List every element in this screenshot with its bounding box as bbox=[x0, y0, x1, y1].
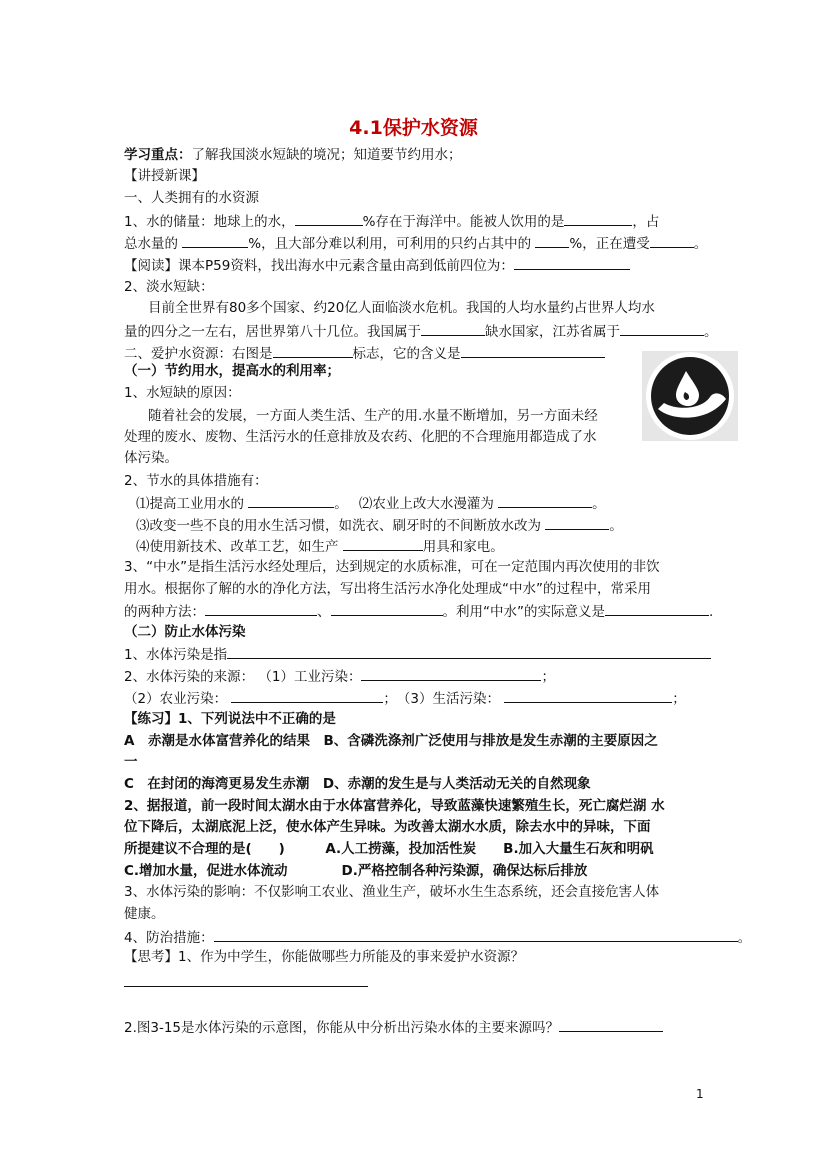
water-drop-icon bbox=[642, 351, 738, 441]
text: C.增加水量，促进水体流动 bbox=[124, 863, 288, 879]
shortage-para-1: 目前全世界有80多个国家、约20亿人面临淡水危机。我国的人均水量约占世界人均水 bbox=[148, 300, 655, 316]
blank[interactable] bbox=[498, 493, 592, 508]
text: 所提建议不合理的是( bbox=[124, 841, 252, 857]
blank[interactable] bbox=[605, 601, 709, 616]
focus-label: 学习重点： bbox=[124, 147, 192, 163]
text: %存在于海洋中。能被人饮用的是 bbox=[362, 214, 565, 230]
blank[interactable] bbox=[295, 211, 363, 226]
text: 【阅读】课本P59资料，找出海水中元素含量由高到低前四位为： bbox=[124, 258, 514, 274]
exercise-2-line-2: 位下降后，太湖底泥上泛，使水体产生异味。为改善太湖水水质，除去水中的异味，下面 bbox=[124, 819, 651, 835]
blank[interactable] bbox=[205, 601, 317, 616]
text: 用具和家电。 bbox=[422, 539, 504, 555]
effects-line-2: 健康。 bbox=[124, 906, 165, 922]
blank[interactable] bbox=[650, 233, 694, 248]
blank[interactable] bbox=[182, 233, 248, 248]
text: ； bbox=[541, 669, 555, 685]
focus-line bbox=[124, 146, 462, 164]
text: ⑵农业上改大水漫灌为 bbox=[358, 496, 494, 512]
text: 。 bbox=[693, 236, 708, 252]
measures-heading: 2、节水的具体措施有： bbox=[124, 473, 268, 489]
blank[interactable] bbox=[214, 927, 738, 942]
text: （3）生活污染： bbox=[403, 691, 500, 707]
cause-line-2: 处理的废水、废物、生活污水的任意排放及农药、化肥的不合理施用都造成了水 bbox=[124, 429, 597, 445]
text: %，正在遭受 bbox=[569, 236, 650, 252]
text: 2.图3-15是水体污染的示意图，你能从中分析出污染水体的主要来源吗？ bbox=[124, 1020, 560, 1036]
text: ； bbox=[672, 691, 686, 707]
text: 。 bbox=[334, 496, 342, 512]
text: 。 bbox=[592, 496, 606, 512]
pollution-definition bbox=[124, 644, 711, 664]
pollution-sources-2 bbox=[124, 688, 686, 708]
cause-heading: 1、水短缺的原因： bbox=[124, 385, 241, 401]
section-1-heading: 一、人类拥有的水资源 bbox=[124, 190, 259, 206]
shortage-para-2 bbox=[124, 321, 718, 341]
part-1-heading: （一）节约用水，提高水的利用率； bbox=[124, 363, 340, 379]
section-2-heading bbox=[124, 343, 605, 363]
exercise-2-line-3 bbox=[124, 840, 654, 858]
text: ； bbox=[383, 691, 391, 707]
text: . bbox=[709, 604, 714, 620]
text: ⑶改变一些不良的用水生活习惯，如洗衣、刷牙时的不间断放水改为 bbox=[136, 518, 541, 534]
zhongshui-line-1: 3、“中水”是指生活污水经处理后，达到规定的水质标准，可在一定范围内再次使用的非饮 bbox=[124, 559, 660, 575]
text: B.加入大量生石灰和明矾 bbox=[503, 841, 654, 857]
water-usable-line bbox=[124, 233, 707, 253]
text: ) bbox=[278, 841, 285, 857]
zhongshui-line-3 bbox=[124, 601, 713, 621]
exercise-2-line-1: 2、据报道，前一段时间太湖水由于水体富营养化，导致蓝藻快速繁殖生长，死亡腐烂湖 水 bbox=[124, 798, 665, 814]
blank[interactable] bbox=[620, 321, 704, 336]
text: 的两种方法： bbox=[124, 604, 205, 620]
exercise-2-line-4 bbox=[124, 862, 587, 880]
blank[interactable] bbox=[461, 343, 605, 358]
zhongshui-line-2: 用水。根据你了解的水的净化方法，写出将生活污水净化处理成“中水”的过程中，常采用 bbox=[124, 581, 651, 597]
page-number: 1 bbox=[696, 1087, 704, 1101]
blank[interactable] bbox=[227, 644, 711, 659]
page-title: 4.1保护水资源 bbox=[349, 117, 478, 139]
text: ，占 bbox=[632, 214, 660, 230]
blank[interactable] bbox=[514, 255, 630, 270]
blank[interactable] bbox=[504, 688, 672, 703]
text: 、 bbox=[317, 604, 331, 620]
measure-3 bbox=[136, 515, 623, 535]
part-2-heading: （二）防止水体污染 bbox=[124, 624, 246, 640]
blank[interactable] bbox=[231, 688, 383, 703]
text: 2、水体污染的来源： bbox=[124, 669, 255, 685]
text: 量的四分之一左右，居世界第八十几位。我国属于 bbox=[124, 324, 421, 340]
text: 标志，它的含义是 bbox=[352, 346, 461, 362]
text: 4、防治措施： bbox=[124, 930, 214, 946]
text: %，且大部分难以利用，可利用的只约占其中的 bbox=[248, 236, 532, 252]
measure-4 bbox=[136, 536, 504, 556]
cause-line-3: 体污染。 bbox=[124, 450, 178, 466]
blank[interactable] bbox=[421, 321, 485, 336]
text: ⑴提高工业用水的 bbox=[136, 496, 244, 512]
blank[interactable] bbox=[361, 666, 541, 681]
blank[interactable] bbox=[559, 1017, 663, 1032]
answer-line[interactable] bbox=[124, 986, 368, 987]
exercise-1-options-cd: C 在封闭的海湾更易发生赤潮 D、赤潮的发生是与人类活动无关的自然现象 bbox=[124, 776, 591, 792]
reading-line bbox=[124, 255, 630, 275]
blank[interactable] bbox=[331, 601, 443, 616]
text: ⑷使用新技术、改革工艺，如生产 bbox=[136, 539, 339, 555]
text: 1、水的储量：地球上的水， bbox=[124, 214, 295, 230]
text: D.严格控制各种污染源，确保达标后排放 bbox=[341, 863, 588, 879]
text: （2）农业污染： bbox=[124, 691, 228, 707]
blank[interactable] bbox=[343, 536, 423, 551]
text: 总水量的 bbox=[124, 236, 178, 252]
text: 。 bbox=[704, 324, 718, 340]
cause-line-1: 随着社会的发展，一方面人类生活、生产的用.水量不断增加，另一方面未经 bbox=[148, 408, 598, 424]
measure-1-2 bbox=[136, 493, 606, 513]
blank[interactable] bbox=[545, 515, 609, 530]
text: 。 bbox=[609, 518, 623, 534]
exercise-1-options-ab: A 赤潮是水体富营养化的结果 B、含磷洗涤剂广泛使用与排放是发生赤潮的主要原因之 bbox=[124, 733, 658, 749]
shortage-heading: 2、淡水短缺： bbox=[124, 279, 214, 295]
blank[interactable] bbox=[535, 233, 569, 248]
water-saving-logo bbox=[642, 351, 738, 441]
text: 二、爱护水资源：右图是 bbox=[124, 346, 273, 362]
lecture-heading: 【讲授新课】 bbox=[124, 168, 205, 184]
think-question: 【思考】1、作为中学生，你能做哪些力所能及的事来爱护水资源？ bbox=[124, 949, 525, 965]
exercise-1-options-ab-cont: 一 bbox=[124, 754, 138, 770]
water-storage-line bbox=[124, 211, 659, 231]
focus-text: 了解我国淡水短缺的境况；知道要节约用水； bbox=[191, 147, 462, 163]
blank[interactable] bbox=[564, 211, 632, 226]
text: A.人工捞藻，投加活性炭 bbox=[325, 841, 477, 857]
question-2 bbox=[124, 1017, 663, 1037]
prevention-line bbox=[124, 927, 751, 947]
blank[interactable] bbox=[248, 493, 334, 508]
effects-line-1: 3、水体污染的影响：不仅影响工农业、渔业生产，破坏水生生态系统，还会直接危害人体 bbox=[124, 884, 660, 900]
blank[interactable] bbox=[273, 343, 353, 358]
text: （1）工业污染： bbox=[258, 669, 362, 685]
exercise-1-question: 【练习】1、下列说法中不正确的是 bbox=[124, 711, 336, 727]
text: 。 bbox=[737, 930, 752, 946]
pollution-sources-1 bbox=[124, 666, 555, 686]
text: 1、水体污染是指 bbox=[124, 647, 228, 663]
text: 缺水国家，江苏省属于 bbox=[485, 324, 620, 340]
text: 。利用“中水”的实际意义是 bbox=[442, 604, 605, 620]
